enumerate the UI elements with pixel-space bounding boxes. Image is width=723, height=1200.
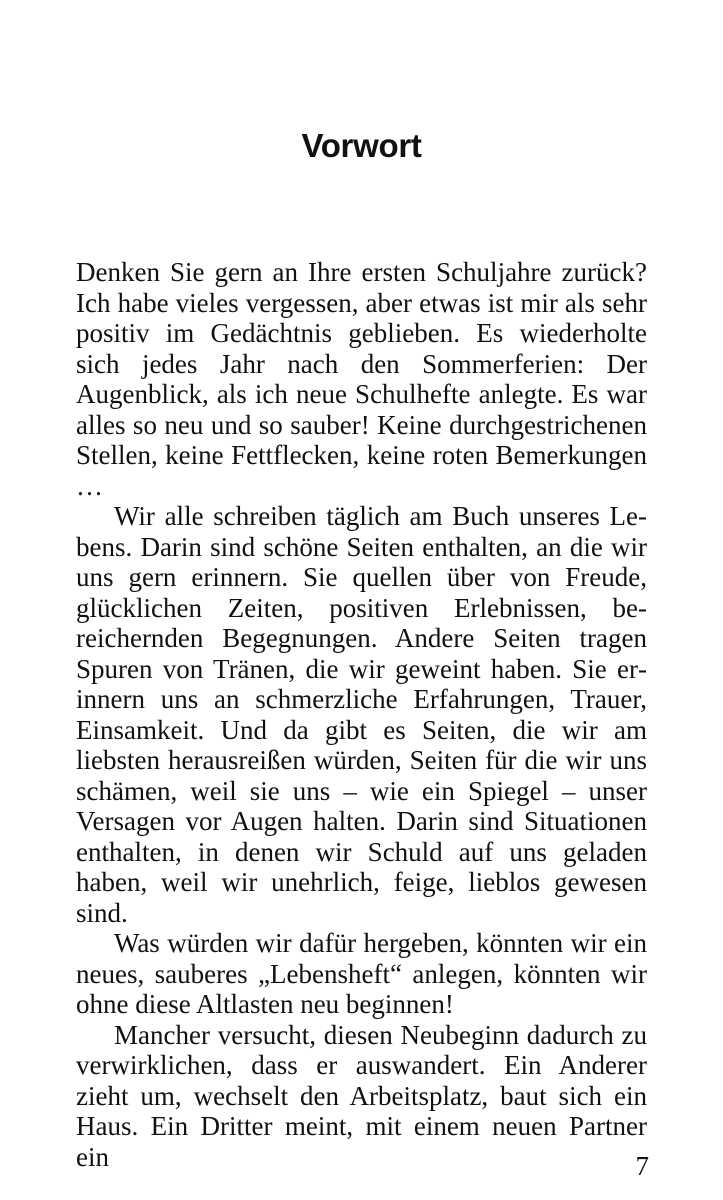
paragraph-3: Was würden wir dafür hergeben, könnten wir ein neues, sauberes „Lebensheft“ anlegen, könnten wir ohne diese Altlasten neu beginnen!: [76, 928, 647, 1019]
page-title: Vorwort: [301, 127, 422, 164]
paragraph-1: Denken Sie gern an Ihre ersten Schuljahre zurück? Ich habe vieles vergessen, aber etwas ist mir als sehr positiv im Gedächtnis geblieben. Es wiederholte sich jedes Jahr nach den Sommerferien: Der Augenblick, als ich neue Schulhefte anlegte. Es war alles so neu und so sauber! Keine durchgestrichenen Stellen, keine Fettflecken, keine roten Bemerkungen …: [76, 257, 647, 501]
paragraph-2: Wir alle schreiben täglich am Buch unseres Lebens. Darin sind schöne Seiten enthalten, an die wir uns gern erinnern. Sie quellen über von Freude, glücklichen Zeiten, positiven Erlebnissen, bereichernden Begegnungen. Andere Seiten tragen Spuren von Tränen, die wir geweint haben. Sie erinnern uns an schmerzliche Erfahrungen, Trauer, Einsamkeit. Und da gibt es Seiten, die wir am liebsten herausreißen würden, Seiten für die wir uns schämen, weil sie uns – wie ein Spiegel – unser Versagen vor Augen halten. Darin sind Situationen enthalten, in denen wir Schuld auf uns geladen haben, weil wir unehrlich, feige, lieblos gewesen sind.: [76, 501, 647, 928]
paragraph-4: Mancher versucht, diesen Neubeginn dadurch zu verwirklichen, dass er auswandert. Ein Anderer zieht um, wechselt den Arbeitsplatz, baut sich ein Haus. Ein Dritter meint, mit einem neuen Partner ein: [76, 1019, 647, 1172]
page-number: 7: [635, 1151, 649, 1181]
body-text: [76, 257, 647, 1172]
